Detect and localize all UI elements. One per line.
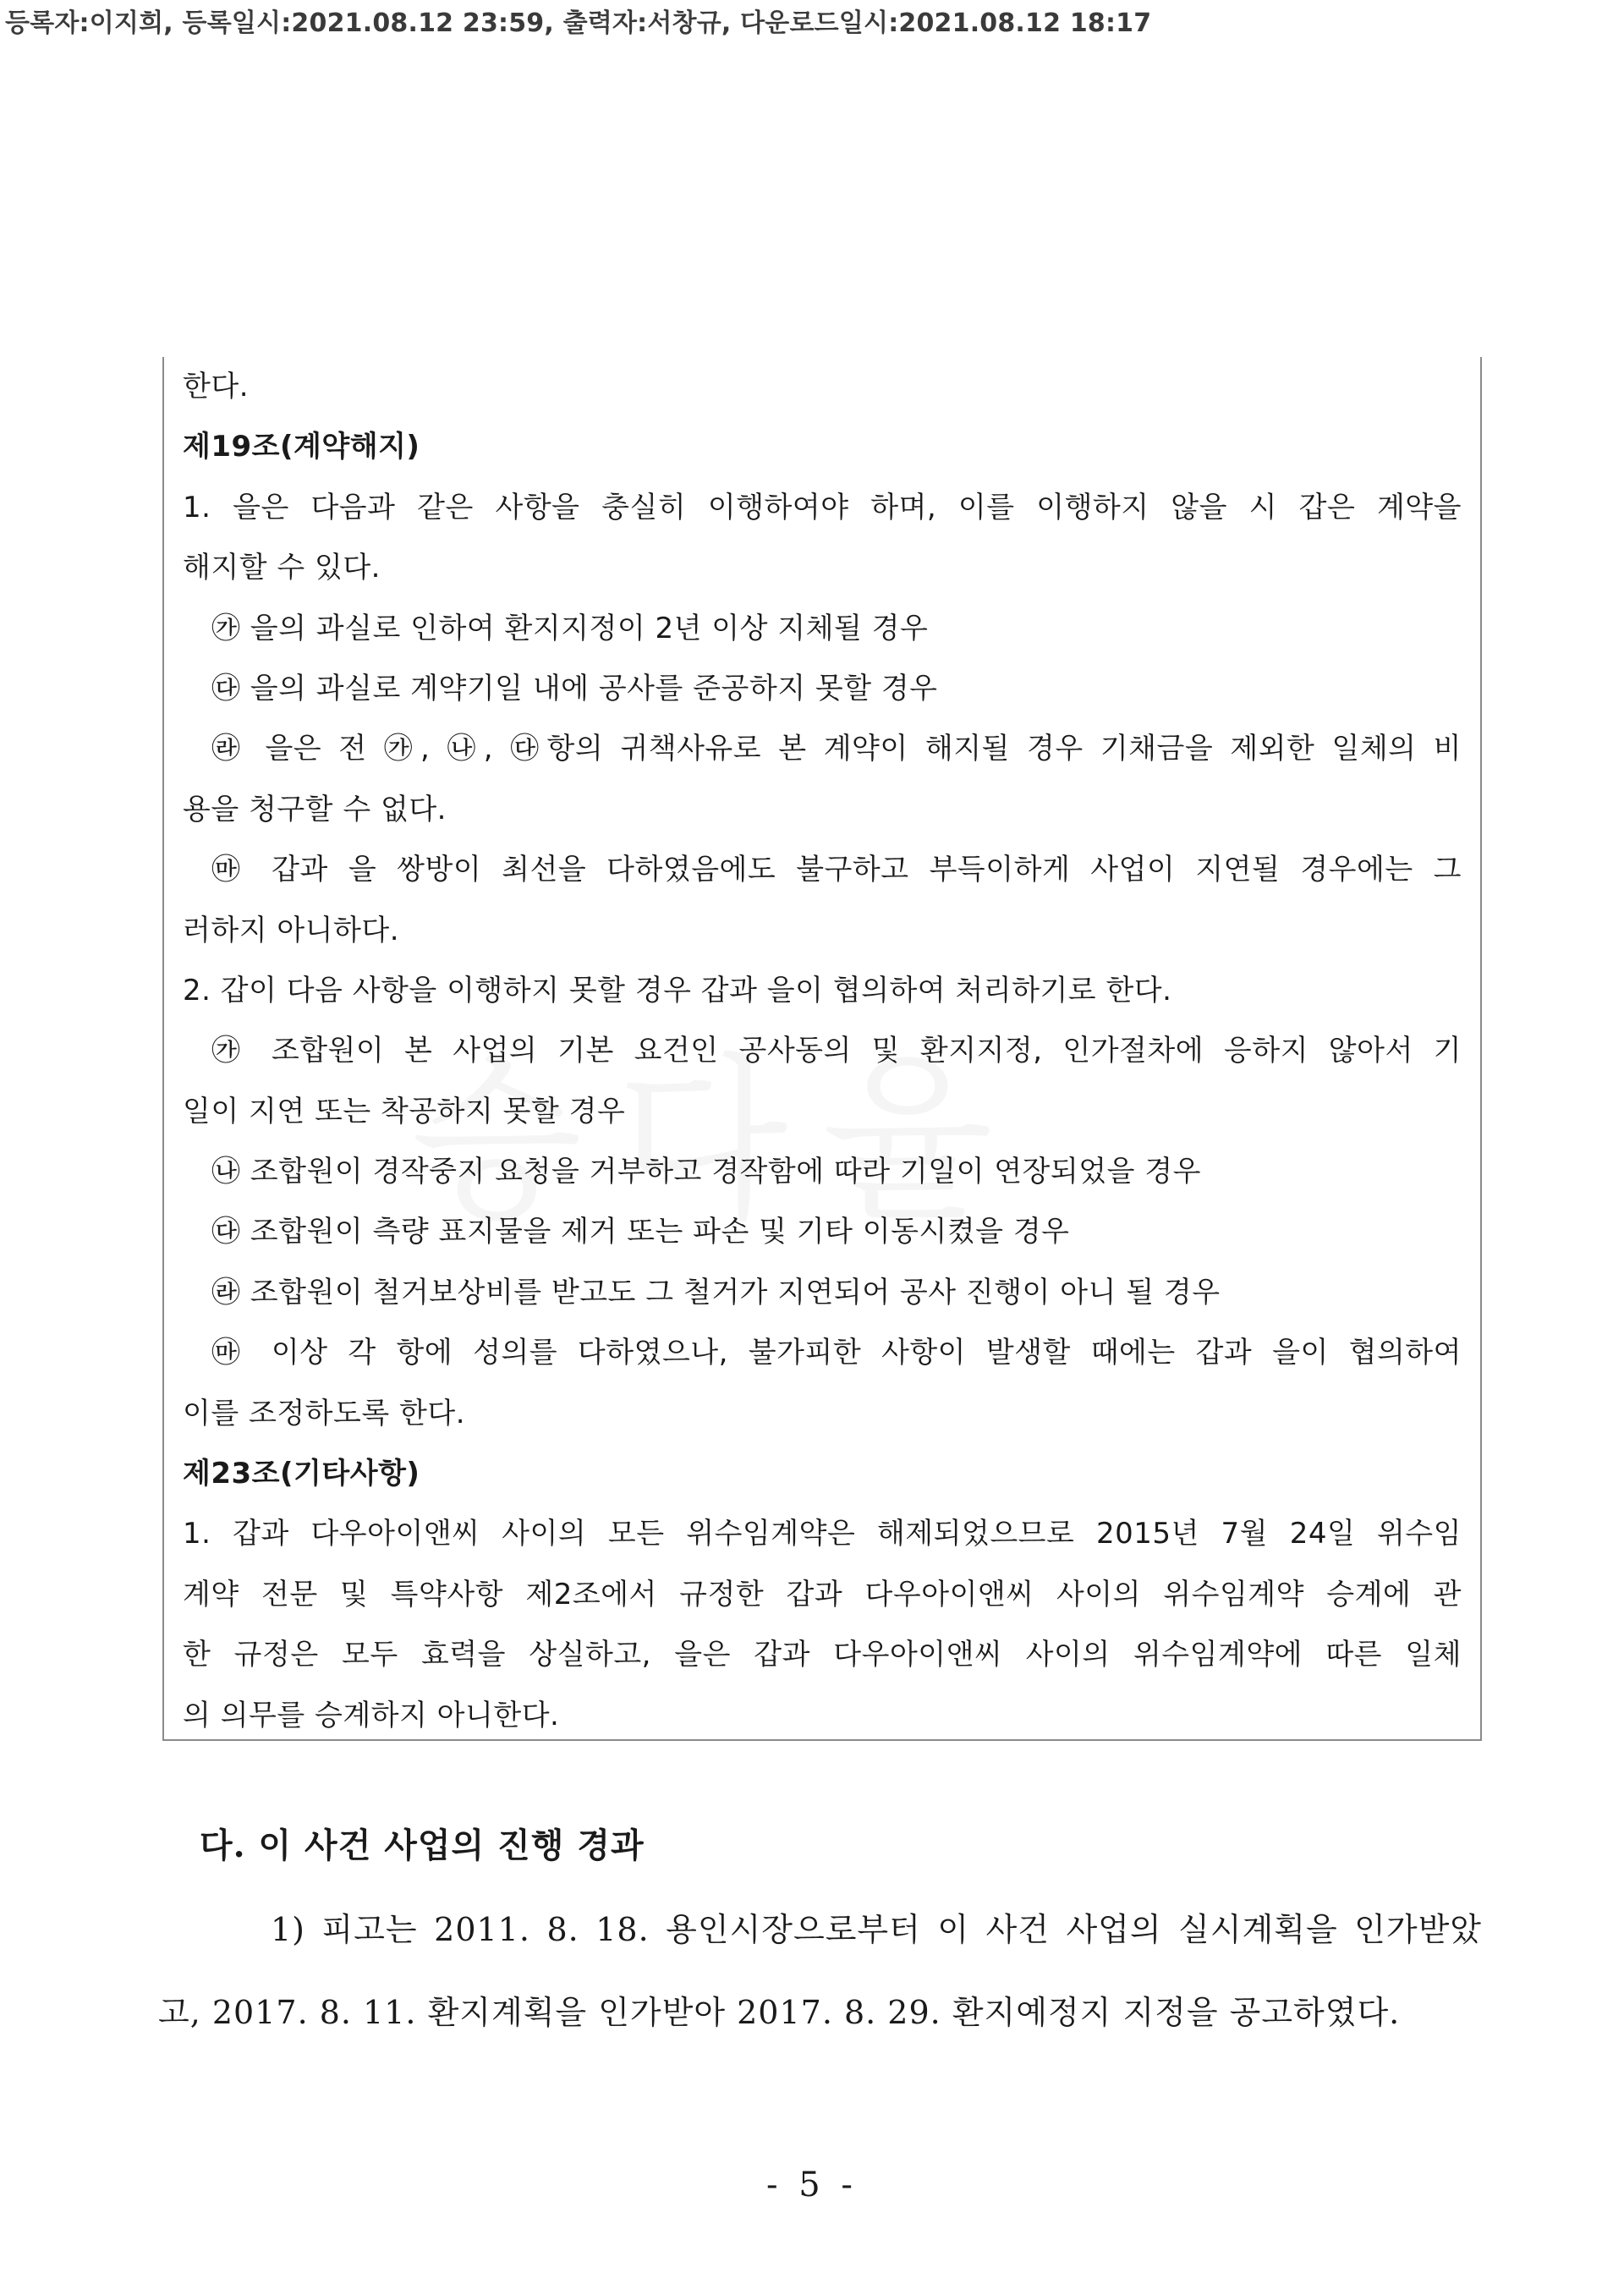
contract-line: 한 규정은 모두 효력을 상실하고, 을은 갑과 다우아이앤씨 사이의 위수임계약에 따른 일체 <box>183 1638 1462 1672</box>
contract-subitem: ㉲ 이상 각 항에 성의를 다하였으나, 불가피한 사항이 발생할 때에는 갑과 을이 협의하여 <box>211 1336 1462 1370</box>
document-print-header: 등록자:이지희, 등록일시:2021.08.12 23:59, 출력자:서창규, 다운로드일시:2021.08.12 18:17 <box>5 8 1152 38</box>
contract-line: 러하지 아니하다. <box>183 913 400 947</box>
contract-line: 1. 갑과 다우아이앤씨 사이의 모든 위수임계약은 해제되었으므로 2015년 7월 24일 위수임 <box>183 1517 1462 1551</box>
article-heading: 제23조(기타사항) <box>183 1457 420 1491</box>
contract-excerpt-box <box>162 357 1482 1741</box>
contract-line: 일이 지연 또는 착공하지 못할 경우 <box>183 1094 626 1128</box>
contract-line: 한다. <box>183 370 249 404</box>
body-paragraph-line: 1) 피고는 2011. 8. 18. 용인시장으로부터 이 사건 사업의 실시계획을 인가받았 <box>271 1911 1482 1948</box>
contract-subitem: ㉲ 갑과 을 쌍방이 최선을 다하였음에도 불구하고 부득이하게 사업이 지연될 경우에는 그 <box>211 853 1462 887</box>
contract-subitem: ㉰ 을의 과실로 계약기일 내에 공사를 준공하지 못할 경우 <box>211 671 938 706</box>
section-title: 다. 이 사건 사업의 진행 경과 <box>200 1826 645 1865</box>
contract-line: 의 의무를 승계하지 아니한다. <box>183 1698 560 1732</box>
contract-subitem: ㉮ 조합원이 본 사업의 기본 요건인 공사동의 및 환지지정, 인가절차에 응하지 않아서 기 <box>211 1034 1462 1068</box>
contract-subitem: ㉯ 조합원이 경작중지 요청을 거부하고 경작함에 따라 기일이 연장되었을 경우 <box>211 1155 1201 1189</box>
contract-excerpt-lines <box>183 357 1462 1746</box>
contract-line: 계약 전문 및 특약사항 제2조에서 규정한 갑과 다우아이앤씨 사이의 위수임계약 승계에 관 <box>183 1577 1462 1611</box>
contract-subitem: ㉱ 조합원이 철거보상비를 받고도 그 철거가 지연되어 공사 진행이 아니 될 경우 <box>211 1275 1221 1309</box>
contract-line: 2. 갑이 다음 사항을 이행하지 못할 경우 갑과 을이 협의하여 처리하기로 한다. <box>183 973 1172 1007</box>
contract-line: 이를 조정하도록 한다. <box>183 1396 466 1430</box>
contract-subitem: ㉮ 을의 과실로 인하여 환지지정이 2년 이상 지체될 경우 <box>211 611 929 645</box>
contract-line: 1. 을은 다음과 같은 사항을 충실히 이행하여야 하며, 이를 이행하지 않을 시 갑은 계약을 <box>183 490 1462 524</box>
contract-line: 해지할 수 있다. <box>183 551 381 585</box>
body-paragraph-line: 고, 2017. 8. 11. 환지계획을 인가받아 2017. 8. 29. 환지예정지 지정을 공고하였다. <box>158 1994 1401 2031</box>
contract-subitem: ㉱ 을은 전 ㉮, ㉯, ㉰항의 귀책사유로 본 계약이 해지될 경우 기채금을 제외한 일체의 비 <box>211 732 1462 766</box>
contract-subitem: ㉰ 조합원이 측량 표지물을 제거 또는 파손 및 기타 이동시켰을 경우 <box>211 1215 1070 1249</box>
contract-line: 용을 청구할 수 없다. <box>183 792 447 826</box>
article-heading: 제19조(계약해지) <box>183 430 420 464</box>
page-number: - 5 - <box>766 2166 858 2204</box>
